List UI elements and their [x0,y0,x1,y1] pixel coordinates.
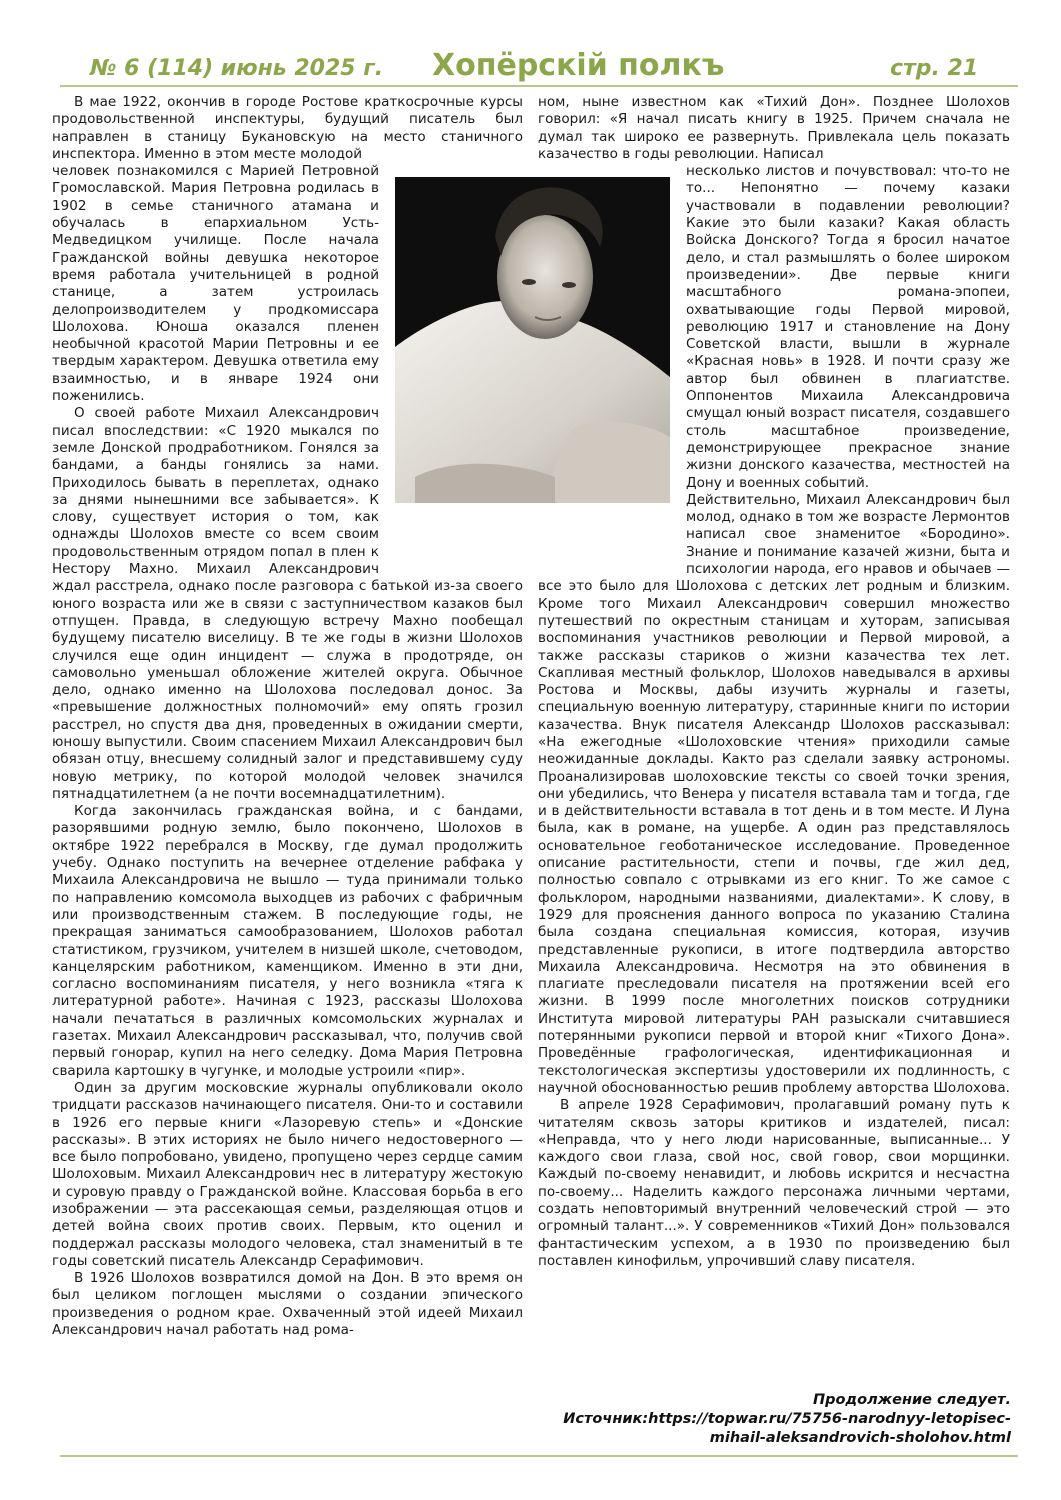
header-divider [60,85,1018,87]
paragraph: В апреле 1928 Серафимович, пролагавший роману путь к читателям сквозь заторы критиков и издателей, писал: «Неправда, что у него люди нарисованные, выписанные... У каждого свои глаза, свой нос, свой говор, свои морщинки. Каждый по-своему ненавидит, и любовь искрится и несчастна по-своему... Наделить каждого персонажа личными чертами, создать неповторимый внутренний человеческий строй — это огромный талант...». У современников «Тихий Дон» пользовался фантастическим успехом, а в 1930 по произведению был поставлен кинофильм, упрочивший славу писателя. [538,1097,1010,1269]
source-link-continued[interactable]: mihail-aleksandrovich-sholohov.html [709,1430,1011,1446]
portrait-photo [395,177,670,503]
paragraph: человек познакомился с Марией Петровной Громославской. Мария Петровна родилась в 1902 в семье станичного атамана и обучалась в епархиальном Усть-Медведицком училище. После начала Гражданской войны девушка некоторое время работала учительницей в родной станице, а затем устроилась делопроизводителем у продкомиссара Шолохова. Юноша оказался пленен необычной красотой Марии Петровны и ее твердым характером. Девушка ответила ему взаимностью, и в январе 1924 они поженились. [52,163,379,405]
source-link[interactable]: Источник:https://topwar.ru/75756-narodnyy-letopisec- [563,1411,1011,1427]
paragraph: В 1926 Шолохов возвратился домой на Дон. В это время он был целиком поглощен мыслями о создании эпического произведения о родном крае. Охваченный этой идеей Михаил Александрович начал работать над рома- [52,1270,523,1339]
paragraph: Когда закончилась гражданская война, и с бандами, разорявшими родную землю, было покончено, Шолохов в октябре 1922 перебрался в Москву, где думал продолжить учебу. Однако поступить на вечернее отделение рабфака у Михаила Александровича не вышло — туда принимали только по направлению комсомола выходцев из рабочих с фабричным или производственным стажем. В последующие годы, не прекращая заниматься самообразованием, Шолохов работал статистиком, грузчиком, учителем в низшей школе, счетоводом, канцелярским работником, каменщиком. Именно в эти дни, согласно воспоминаниям писателя, у него возникла «тяга к литературной работе». Начиная с 1923, рассказы Шолохова начали печататься в различных комсомольских журналах и газетах. Михаил Александрович рассказывал, что, получив свой первый гонорар, купил на него селедку. Дома Мария Петровна сварила картошку в чугунке, и молодые устроили «пир». [52,803,523,1079]
issue-number: № 6 (114) июнь 2025 г. [90,56,384,81]
paragraph: В мае 1922, окончив в городе Ростове краткосрочные курсы продовольственной инспектуры, будущий писатель был направлен в станицу Букановскую на место станичного инспектора. Именно в этом месте молодой [52,94,523,162]
continued-note: Продолжение следует. [812,1392,1011,1408]
paragraph: Действительно, Михаил Александрович был молод, однако в том же возрасте Лермонтов написал свое знаменитое «Бородино». Знание и понимание казачей жизни, быта и психологии народа, его нравов и обычаев — все это было для Шолохова с детских лет родным и близким. Кроме того Михаил Александрович совершил множество путешествий по окрестным станицам и хуторам, записывая воспоминания участников революции и Первой мировой, а также рассказы стариков о жизни казачества тех лет. Скапливая местный фольклор, Шолохов наведывался в архивы Ростова и Москвы, дабы изучить журналы и газеты, специальную военную литературу, старинные книги по истории казачества. Внук писателя Александр Шолохов рассказывал: «На ежегодные «Шолоховские чтения» приходили самые неожиданные доклады. Както раз сделали заявку астрономы. Проанализировав шолоховские тексты со своей точки зрения, они убедились, что Венера у писателя вставала там и тогда, где и в действительности вставала в тот день и в том месте. И Луна была, как в романе, на ущербе. А один раз представлялось основательное геоботаническое исследование. Проведенное описание растительности, степи и почвы, где жил дед, полностью совпало с отрывками из его книг. То же самое с фольклором, народными названиями, диалектами». К слову, в 1929 для прояснения данного вопроса по указанию Сталина была создана специальная комиссия, которая, изучив представленные рукописи, в итоге подтвердила авторство Михаила Александровича. Несмотря на это обвинения в плагиате преследовали писателя на протяжении всей его жизни. В 1999 после многолетних поисков сотрудники Института мировой литературы РАН разыскали считавшиеся потерянными рукописи первой и второй книг «Тихого Дона». Проведённые графологическая, идентификационная и текстологическая экспертизы удостоверили их подлинность, с научной обоснованностью решив проблему авторства Шолохова. [538,491,1010,1096]
article-footer [563,1391,1011,1448]
paragraph: ном, ныне известном как «Тихий Дон». Позднее Шолохов говорил: «Я начал писать книгу в 1925. Причем сначала не думал так широко ее развернуть. Привлекала цель показать казачество в годы революции. Написал [538,94,1010,162]
page-number: стр. 21 [890,56,979,81]
newspaper-title: Хопёрскiй полкъ [432,48,725,83]
page-header [60,48,1010,84]
paragraph: Один за другим московские журналы опубликовали около тридцати рассказов начинающего писателя. Они-то и составили в 1926 его первые книги «Лазоревую степь» и «Донские рассказы». В этих историях не было ничего недостоверного — все было попробовано, увидено, пропущено через сердце самим Шолоховым. Михаил Александрович нес в литературу жестокую и суровую правду о Гражданской войне. Классовая борьба в его изображении — эта рассекающая семьи, разделяющая отцов и детей война своих против своих. Первым, кто оценил и поддержал рассказы молодого человека, стал знаменитый в те годы советский писатель Александр Серафимович. [52,1079,523,1269]
paragraph: несколько листов и почувствовал: что-то не то... Непонятно — почему казаки участвовали в подавлении революции? Какие это были казаки? Какая область Войска Донского? Тогда я бросил начатое дело, и стал размышлять о более широком произведении». Две первые книги масштабного романа-эпопеи, охватывающие годы Первой мировой, революцию 1917 и становление на Дону Советской власти, вышли в журнале «Красная новь» в 1928. И почти сразу же автор был обвинен в плагиатстве. Оппонентов Михаила Александровича смущал юный возраст писателя, создавшего столь масштабное произведение, демонстрирующее прекрасное знание жизни донского казачества, местностей на Дону и военных событий. [686,163,1010,491]
paragraph: О своей работе Михаил Александрович писал впоследствии: «С 1920 мыкался по земле Донской продработником. Гонялся за бандами, а банды гонялись за нами. Приходилось бывать в переплетах, однако за днями нынешними все забывается». К слову, существует история о том, как однажды Шолохов вместе со всем своим продовольственным отрядом попал в плен к Нестору Махно. Михаил Александрович ждал расстрела, однако после разговора с батькой из-за своего юного возраста или же в связи с заступничеством казаков был отпущен. Правда, в следующую встречу Махно пообещал будущему писателю виселицу. В те же годы в жизни Шолохов случился еще один инцидент — служа в продотряде, он самовольно уменьшал обложение жителей округа. Обычное дело, однако именно на Шолохова последовал донос. За «превышение должностных полномочий» ему опять грозил расстрел, но спустя два дня, проведенных в ожидании смерти, юношу выпустили. Своим спасением Михаил Александрович был обязан отцу, внесшему солидный залог и представившему суду новую метрику, по которой молодой человек значился пятнадцатилетнем (а не почти восемнадцатилетним). [52,405,523,802]
portrait-icon [395,177,670,503]
footer-divider [60,1455,1018,1457]
